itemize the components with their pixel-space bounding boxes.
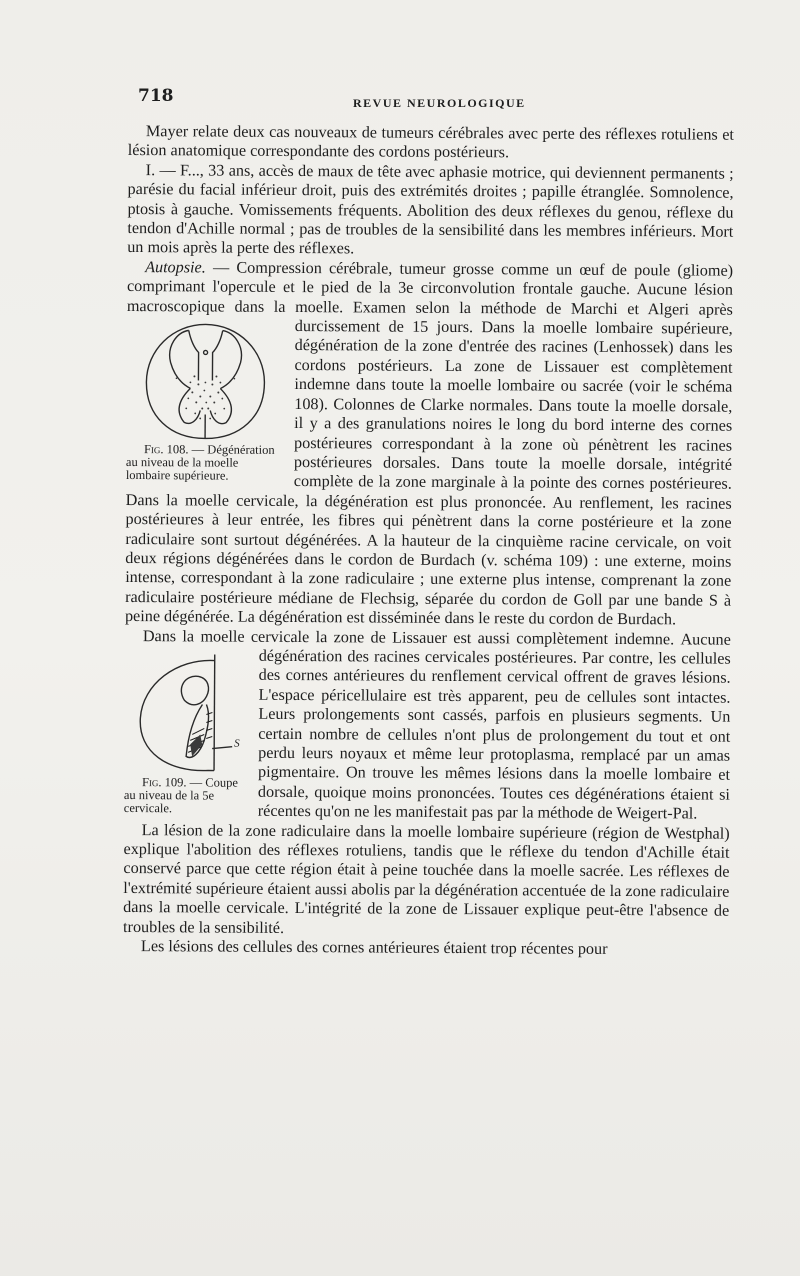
figure-109-label: Fig. 109. — [141, 775, 187, 790]
figure-109 — [124, 648, 251, 816]
figure-109-caption-text: — Coupe au niveau de la 5e cervicale. — [123, 775, 238, 816]
label-pointer — [212, 746, 232, 748]
figure-109-marker: S — [234, 737, 240, 750]
figure-108-caption — [126, 443, 284, 483]
paragraph-5: La lésion de la zone radiculaire dans la moelle lombaire supérieure (région de Westphal) explique l'abolition des réflexes rotuliens, tandis que le réflexe du tendon d'Achille était conservé parce que cette région était à peine touchée dans la moelle sacrée. Les réflexes de l'extrémité supérieure étaient aussi abolis par la dégénération accentuée de la zone radiculaire dans la moelle cervicale. L'intégrité de la zone de Lissauer explique peut-être l'absence de troubles de la sensibilité. — [123, 820, 730, 937]
right-anterior-horn — [210, 389, 231, 424]
paragraph-1: Mayer relate deux cas nouveaux de tumeurs cérébrales avec perte des réflexes rotuliens et lésion anatomique correspondante des cordons postérieurs. — [127, 122, 734, 162]
paragraph-3 — [125, 258, 733, 630]
paragraph-6: Les lésions des cellules des cornes antérieures étaient trop récentes pour — [140, 937, 608, 959]
degeneration-stipple — [175, 375, 235, 419]
paragraph-3-text-continued: dégénération de la zone d'entrée des racines (Lenhossek) dans les cordons postérieurs. La zone de Lissauer est complètement indemne dans toute la moelle lombaire ou sacrée (voir le schéma 108). Colonnes de Clarke normales. Dans toute la moelle dorsale, il y a des granulations noires le long du bord interne des cornes postérieures correspondant à la zone où pénètrent les racines postérieures dorsales. Dans toute la moelle dorsale, intégrité complète de la zone marginale à la pointe des cornes postérieures. Dans la moelle cervicale, la dégénération est plus prononcée. Au renflement, les racines postérieures à leur entrée, les fibres qui pénètrent dans la corne postérieure et la zone radiculaire sont surtout dégénérées. A la hauteur de la cinquième racine cervicale, on voit deux régions dégénérées dans le cordon de Burdach (v. schéma 109) : une externe, moins intense, correspondant à la zone radiculaire ; une externe plus intense, comprenant la zone radiculaire postérieure médiane de Flechsig, séparée du cordon de Goll par une bande S à peine dégénérée. La dégénération est disséminée dans le reste du cordon de Burdach. — [124, 336, 733, 629]
article-body — [123, 122, 734, 960]
figure-108-caption-text: — Dégénération au niveau de la moelle lombaire supérieure. — [125, 442, 275, 483]
page-header — [138, 86, 730, 110]
figure-108 — [126, 318, 285, 483]
paragraph-4-text: Dans la moelle cervicale la zone de Lissauer est aussi complètement indemne. — [142, 626, 681, 648]
running-head: REVUE NEUROLOGIQUE — [353, 96, 526, 110]
spinal-cord-cervical-diagram — [128, 648, 247, 777]
anterior-horn — [181, 676, 208, 705]
midline — [214, 655, 215, 771]
paragraph-3-text: — Compression cérébrale, tumeur grosse comme un œuf de poule (gliome) comprimant l'opercule et le pied de la 3e circonvolution frontale gauche. Aucune lésion macroscopique dans la moelle. Examen selon la méthode de Marchi et Algeri après durcissement de 15 jours. Dans la moelle lombaire supérieure, — [126, 258, 734, 338]
page-number: 718 — [138, 86, 174, 106]
paragraph-2: I. — F..., 33 ans, accès de maux de tête avec aphasie motrice, qui deviennent permanents ; parésie du facial inférieur droit, puis des extrémités droites ; papille étranglée. Somnolence, ptosis à gauche. Vomissements fréquents. Abolition des deux réflexes du genou, réflexe du tendon d'Achille normal ; pas de troubles de la sensibilité dans les membres inférieurs. Mort un mois après la perte des réflexes. — [127, 160, 734, 258]
left-grey-wing — [188, 330, 198, 380]
figure-109-caption — [124, 776, 250, 816]
left-posterior-horn — [169, 330, 190, 388]
figure-108-label: Fig. 108. — [143, 442, 189, 457]
half-cord-outline — [140, 660, 215, 771]
left-anterior-horn — [179, 388, 200, 423]
central-canal — [204, 351, 208, 355]
right-grey-wing — [212, 331, 222, 381]
right-posterior-horn — [220, 331, 241, 389]
paragraph-4 — [124, 627, 731, 825]
autopsie-label: Autopsie. — [145, 257, 206, 277]
paragraph-4-text-continued: Aucune dégénération des racines cervicales postérieures. Par contre, les cellules des cornes antérieures du renflement cervical offrent de graves lésions. L'espace péricellulaire est très apparent, peu de cellules sont intactes. Leurs prolongements sont cassés, parfois en plusieurs segments. Un certain nombre de cellules n'ont plus de prolongement du tout et ont perdu leurs noyaux et même leur protoplasma, remplacé par un amas pigmentaire. On trouve les mêmes lésions dans la moelle lombaire et dorsale, quoique moins prononcées. Toutes ces dégénérations étaient si récentes qu'on ne les manifestait pas par la méthode de Weigert-Pal. — [257, 629, 731, 823]
spinal-cord-lumbar-diagram — [140, 318, 271, 444]
